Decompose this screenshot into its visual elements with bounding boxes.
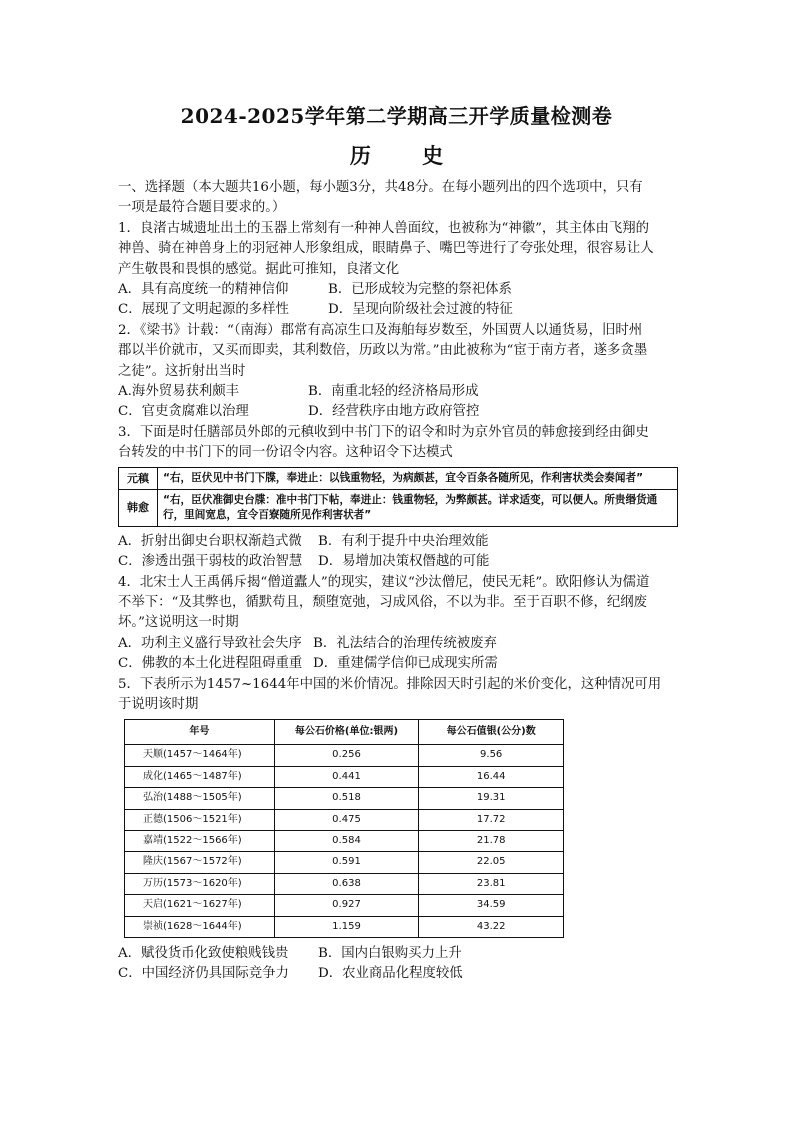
q2-option-a[interactable]: A.海外贸易获利颇丰 (118, 384, 240, 400)
price-cell: 0.638 (274, 873, 419, 894)
silver-cell: 34.59 (419, 895, 564, 916)
exam-content (118, 178, 678, 985)
table-row (125, 916, 564, 937)
q4-stem-line1: 4．北宋士人王禹偁斥揭“僧道蠹人”的现实，建议“沙汰僧尼，使民无耗”。欧阳修认为儒道 (118, 574, 650, 590)
era-cell: 天顺(1457～1464年) (125, 745, 275, 766)
q5-options-row1 (118, 944, 678, 964)
q2-option-b[interactable]: B．南重北轻的经济格局形成 (308, 384, 479, 400)
table-row (125, 809, 564, 830)
q3-option-d[interactable]: D．易增加决策权僭越的可能 (318, 554, 490, 570)
q2-options-row2 (118, 402, 678, 422)
q1-option-d[interactable]: D．呈现向阶级社会过渡的特征 (328, 302, 513, 318)
q5-option-d[interactable]: D．农业商品化程度较低 (318, 966, 463, 982)
silver-cell: 17.72 (419, 809, 564, 830)
q3-options-row1 (118, 532, 678, 552)
silver-cell: 21.78 (419, 830, 564, 851)
silver-cell: 43.22 (419, 916, 564, 937)
q2-stem-line3: 之徒”。这折射出当时 (118, 363, 246, 379)
q3-stem-line1: 3．下面是时任膳部员外郎的元稹收到中书门下的诏令和时为京外官员的韩愈接到经由御史 (118, 424, 649, 440)
q4-option-a[interactable]: A．功利主义盛行导致社会失序 (118, 635, 302, 651)
price-cell: 0.475 (274, 809, 419, 830)
q4-option-b[interactable]: B．礼法结合的治理传统被废弃 (313, 635, 497, 651)
q4-option-d[interactable]: D．重建儒学信仰已成现实所需 (313, 656, 498, 672)
silver-cell: 9.56 (419, 745, 564, 766)
price-cell: 0.441 (274, 766, 419, 787)
q2-option-c[interactable]: C．官吏贪腐难以治理 (118, 404, 249, 420)
section-heading-cont: 一项是最符合题目要求的。） (118, 200, 286, 216)
silver-cell: 16.44 (419, 766, 564, 787)
silver-cell: 19.31 (419, 788, 564, 809)
q2-stem-line2: 郡以半价就市，又买而即卖，其利数倍，历政以为常。”由此被称为“宦于南方者，遂多贪墨 (118, 343, 648, 359)
q4-options-row2 (118, 654, 678, 674)
section-heading: 一、选择题（本大题共16小题，每小题3分，共48分。在每小题列出的四个选项中，只有 (118, 180, 643, 195)
q1-stem-line1: 1．良渚古城遗址出土的玉器上常刻有一种神人兽面纹，也被称为“神徽”，其主体由飞翔的 (118, 220, 650, 236)
era-cell: 隆庆(1567～1572年) (125, 852, 275, 873)
q1-options-row1 (118, 280, 678, 300)
q4-stem-line3: 坏。”这说明这一时期 (118, 615, 239, 631)
column-header: 年号 (125, 720, 275, 745)
q2-stem-line1: 2．《梁书》计载：“（南海）郡常有高凉生口及海舶每岁数至，外国贾人以通货易，旧时州 (118, 322, 643, 338)
q2-option-d[interactable]: D．经营秩序由地方政府管控 (308, 404, 480, 420)
exam-title: 2024-2025学年第二学期高三开学质量检测卷 (180, 104, 613, 128)
q3-row-label: 韩愈 (119, 489, 158, 526)
table-row (119, 467, 678, 489)
price-cell: 0.591 (274, 852, 419, 873)
q4-option-c[interactable]: C．佛教的本土化进程阻碍重重 (118, 656, 303, 672)
q1-stem-line2: 神兽、骑在神兽身上的羽冠神人形象组成，眼睛鼻子、嘴巴等进行了夸张处理，很容易让人 (118, 241, 654, 257)
q3-option-c[interactable]: C．渗透出强干弱枝的政治智慧 (118, 554, 303, 570)
q1-option-c[interactable]: C．展现了文明起源的多样性 (118, 302, 289, 318)
q5-option-b[interactable]: B．国内白银购买力上升 (318, 946, 462, 961)
table-row (125, 766, 564, 787)
q4-stem-line2: 不举下：“及其弊也，循默苟且，颓堕宽弛，习成风俗，不以为非。至于百职不修，纪纲废 (118, 594, 648, 610)
q1-options-row2 (118, 300, 678, 320)
era-cell: 嘉靖(1522～1566年) (125, 830, 275, 851)
subject-title: 历 史 (349, 143, 466, 168)
price-cell: 0.927 (274, 895, 419, 916)
era-cell: 正德(1506～1521年) (125, 809, 275, 830)
q1-option-b[interactable]: B．已形成较为完整的祭祀体系 (328, 282, 512, 298)
silver-cell: 22.05 (419, 852, 564, 873)
q3-stem-line2: 台转发的中书门下的同一份诏令内容。这种诏令下达模式 (118, 445, 453, 461)
table-row (125, 830, 564, 851)
table-header-row (125, 720, 564, 745)
era-cell: 崇祯(1628～1644年) (125, 916, 275, 937)
q1-option-a[interactable]: A．具有高度统一的精神信仰 (118, 282, 289, 298)
era-cell: 天启(1621～1627年) (125, 895, 275, 916)
q3-edict-table (118, 467, 678, 527)
q3-row-text: “右，臣伏见中书门下牒，奉进止：以钱重物轻，为病颇甚，宜令百条各随所见，作利害状类会奏闻者” (158, 467, 678, 489)
table-row (125, 852, 564, 873)
era-cell: 弘治(1488～1505年) (125, 788, 275, 809)
price-cell: 0.584 (274, 830, 419, 851)
q5-stem-line2: 于说明该时期 (118, 696, 199, 712)
q3-option-b[interactable]: B．有利于提升中央治理效能 (318, 533, 489, 549)
q3-row-text: “右，臣伏准御史台牒：准中书门下帖，奉进止：钱重物轻，为弊颇甚。详求适变，可以便人。所贵缗货通行，里闾宽息，宜令百寮随所见作利害状者” (158, 489, 678, 526)
price-cell: 0.518 (274, 788, 419, 809)
q5-option-c[interactable]: C．中国经济仍具国际竞争力 (118, 966, 289, 982)
silver-cell: 23.81 (419, 873, 564, 894)
era-cell: 万历(1573～1620年) (125, 873, 275, 894)
table-row (125, 873, 564, 894)
q5-options-row2 (118, 964, 678, 984)
q5-option-a[interactable]: A．赋役货币化致使粮贱钱贵 (118, 946, 289, 961)
table-row (125, 788, 564, 809)
q5-stem-line1: 5．下表所示为1457~1644年中国的米价情况。排除因天时引起的米价变化，这种情况可用 (118, 676, 662, 692)
q2-options-row1 (118, 382, 678, 402)
q3-row-label: 元稹 (119, 467, 158, 489)
table-row (119, 489, 678, 526)
q3-options-row2 (118, 552, 678, 572)
q4-options-row1 (118, 634, 678, 654)
column-header: 每公石价格(单位:银两) (274, 720, 419, 745)
table-row (125, 745, 564, 766)
price-cell: 1.159 (274, 916, 419, 937)
column-header: 每公石值银(公分)数 (419, 720, 564, 745)
q5-rice-price-table (124, 719, 564, 938)
q3-option-a[interactable]: A．折射出御史台职权渐趋式微 (118, 533, 302, 549)
price-cell: 0.256 (274, 745, 419, 766)
q1-stem-line3: 产生敬畏和畏惧的感觉。据此可推知，良渚文化 (118, 261, 400, 277)
table-row (125, 895, 564, 916)
era-cell: 成化(1465～1487年) (125, 766, 275, 787)
